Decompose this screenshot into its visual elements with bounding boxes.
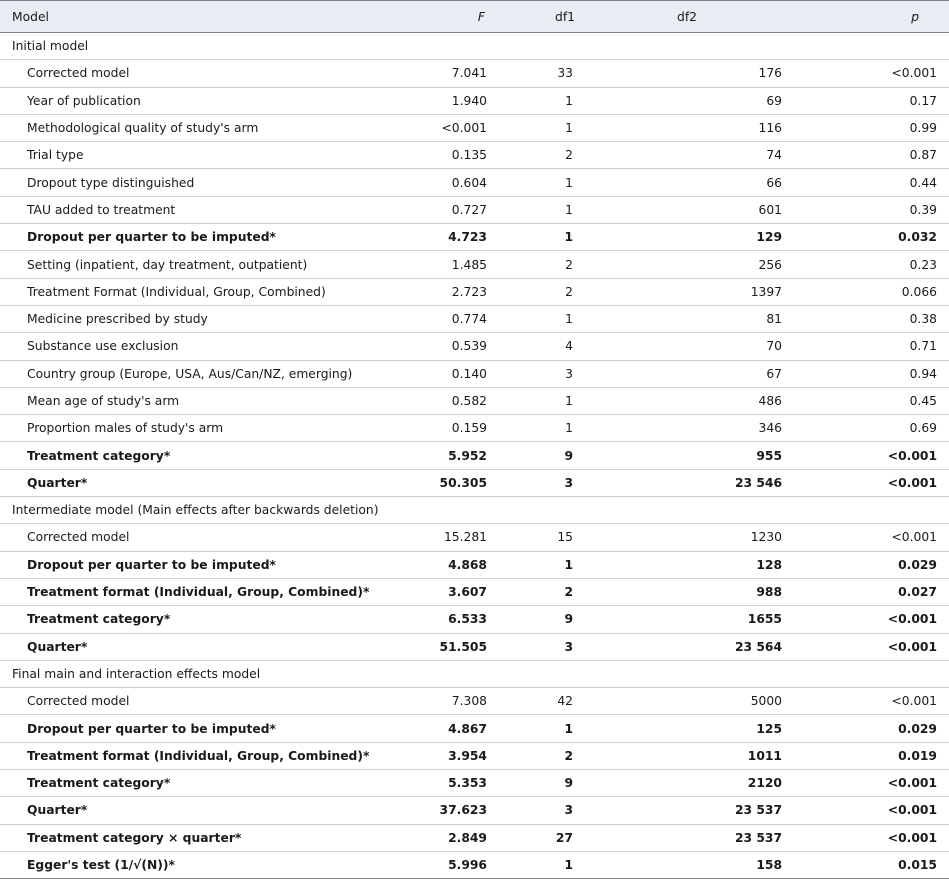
table-row: [0, 770, 949, 797]
table-row: [0, 415, 949, 442]
row-label: Treatment category*: [27, 776, 171, 791]
table-row: [0, 824, 949, 851]
row-label: Dropout per quarter to be imputed*: [27, 557, 276, 572]
cell-df2: 125: [756, 721, 782, 736]
cell-f: <0.001: [441, 121, 487, 136]
cell-f: 0.774: [451, 312, 487, 327]
cell-p: 0.029: [898, 557, 937, 572]
cell-p: 0.99: [909, 121, 937, 136]
cell-df2: 1230: [750, 530, 782, 545]
row-label: Quarter*: [27, 803, 88, 818]
cell-f: 50.305: [439, 475, 487, 490]
row-label: Proportion males of study's arm: [27, 421, 224, 436]
row-label: Medicine prescribed by study: [27, 312, 208, 327]
cell-df2: 346: [758, 421, 782, 436]
cell-df2: 1655: [747, 612, 782, 627]
header-df2: df2: [647, 1, 797, 33]
cell-p: 0.69: [909, 421, 937, 436]
row-label: Treatment category*: [27, 612, 171, 627]
cell-df1: 2: [565, 284, 573, 299]
table-row: [0, 851, 949, 878]
cell-f: 2.849: [448, 830, 487, 845]
cell-df1: 3: [564, 475, 573, 490]
cell-f: 5.353: [448, 776, 487, 791]
cell-df2: 69: [766, 93, 782, 108]
section-label: Initial model: [12, 39, 89, 54]
cell-p: <0.001: [887, 830, 937, 845]
cell-p: 0.019: [898, 748, 937, 763]
cell-p: <0.001: [887, 475, 937, 490]
cell-df1: 2: [565, 148, 573, 163]
cell-df2: 256: [758, 257, 782, 272]
cell-df1: 1: [565, 394, 573, 408]
cell-df1: 33: [557, 66, 573, 81]
cell-f: 0.604: [451, 175, 487, 190]
cell-f: 3.607: [448, 585, 487, 600]
table-row: [0, 524, 949, 551]
section-label: Final main and interaction effects model: [12, 666, 261, 681]
cell-f: 2.723: [451, 284, 487, 299]
row-label: TAU added to treatment: [27, 202, 176, 217]
cell-df2: 1397: [750, 284, 782, 299]
section-row: [0, 660, 949, 687]
table-row: [0, 60, 949, 87]
cell-df1: 1: [565, 312, 573, 327]
row-label: Treatment category × quarter*: [27, 830, 242, 845]
table-row: [0, 688, 949, 715]
cell-df2: 23 537: [734, 803, 782, 818]
cell-f: 0.582: [451, 394, 487, 408]
row-label: Quarter*: [27, 639, 88, 654]
header-p: p: [797, 1, 949, 33]
cell-p: 0.94: [909, 366, 937, 381]
cell-p: 0.71: [909, 339, 937, 354]
table-row: [0, 169, 949, 196]
cell-f: 0.140: [451, 366, 487, 381]
cell-p: 0.015: [898, 858, 937, 873]
cell-df2: 128: [756, 557, 782, 572]
table-row: [0, 606, 949, 633]
row-label: Treatment format (Individual, Group, Combined)*: [27, 585, 370, 600]
row-label: Dropout type distinguished: [27, 175, 195, 190]
cell-p: 0.39: [909, 202, 937, 217]
section-row: [0, 33, 949, 60]
row-label: Setting (inpatient, day treatment, outpatient): [27, 257, 308, 272]
header-df1: df1: [497, 1, 647, 33]
cell-df2: 66: [766, 175, 782, 190]
cell-df1: 1: [564, 858, 573, 873]
cell-df2: 955: [756, 448, 782, 463]
cell-p: 0.17: [909, 93, 937, 108]
table-row: [0, 551, 949, 578]
row-label: Corrected model: [27, 530, 130, 545]
cell-df2: 81: [766, 312, 782, 327]
cell-df2: 23 564: [734, 639, 782, 654]
table-body: [0, 33, 949, 879]
cell-df2: 158: [756, 858, 782, 873]
table-row: [0, 387, 949, 414]
cell-f: 1.485: [451, 257, 487, 272]
cell-p: 0.23: [909, 257, 937, 272]
row-label: Substance use exclusion: [27, 339, 179, 354]
cell-df1: 9: [564, 448, 573, 463]
cell-df2: 601: [758, 202, 782, 217]
cell-df2: 23 546: [734, 475, 782, 490]
table-row: [0, 715, 949, 742]
cell-df2: 176: [758, 66, 782, 81]
cell-f: 4.868: [448, 557, 487, 572]
table-row: [0, 333, 949, 360]
cell-f: 5.996: [448, 858, 487, 873]
cell-df1: 2: [565, 257, 573, 272]
cell-p: <0.001: [891, 694, 937, 709]
cell-df1: 1: [564, 230, 573, 245]
cell-df2: 1011: [747, 748, 782, 763]
cell-df2: 70: [766, 339, 782, 354]
row-label: Dropout per quarter to be imputed*: [27, 230, 276, 245]
cell-df1: 3: [564, 803, 573, 818]
cell-f: 4.867: [448, 721, 487, 736]
table-row: [0, 742, 949, 769]
cell-p: <0.001: [891, 66, 937, 81]
cell-f: 51.505: [439, 639, 487, 654]
table-row: [0, 251, 949, 278]
cell-df1: 1: [565, 421, 573, 436]
cell-p: 0.066: [901, 284, 937, 299]
table-row: [0, 196, 949, 223]
cell-f: 3.954: [448, 748, 487, 763]
cell-df2: 129: [756, 230, 782, 245]
cell-f: 5.952: [448, 448, 487, 463]
cell-df2: 2120: [747, 776, 782, 791]
table-row: [0, 797, 949, 824]
row-label: Dropout per quarter to be imputed*: [27, 721, 276, 736]
section-label: Intermediate model (Main effects after backwards deletion): [12, 503, 379, 518]
cell-f: 7.308: [451, 694, 487, 709]
cell-f: 0.135: [451, 148, 487, 163]
cell-df1: 3: [565, 366, 573, 381]
table-header: [0, 1, 949, 33]
table-row: [0, 278, 949, 305]
row-label: Corrected model: [27, 694, 130, 709]
cell-df2: 988: [756, 585, 782, 600]
row-label: Country group (Europe, USA, Aus/Can/NZ, emerging): [27, 366, 353, 381]
cell-df1: 2: [564, 585, 573, 600]
cell-f: 0.539: [451, 339, 487, 354]
row-label: Treatment Format (Individual, Group, Combined): [27, 284, 326, 299]
row-label: Trial type: [27, 148, 84, 163]
cell-p: <0.001: [891, 530, 937, 545]
cell-df1: 2: [564, 748, 573, 763]
cell-df2: 486: [758, 394, 782, 408]
table-row: [0, 633, 949, 660]
cell-p: 0.032: [898, 230, 937, 245]
row-label: Mean age of study's arm: [27, 394, 180, 408]
header-f: F: [372, 1, 497, 33]
cell-f: 0.159: [451, 421, 487, 436]
cell-df2: 67: [766, 366, 782, 381]
cell-df2: 74: [766, 148, 782, 163]
cell-f: 4.723: [448, 230, 487, 245]
cell-p: <0.001: [887, 803, 937, 818]
cell-p: <0.001: [887, 448, 937, 463]
table-row: [0, 87, 949, 114]
row-label: Egger's test (1/√(N))*: [27, 858, 175, 873]
section-row: [0, 497, 949, 524]
cell-f: 7.041: [451, 66, 487, 81]
cell-df1: 1: [564, 557, 573, 572]
cell-p: 0.44: [909, 175, 937, 190]
table-row: [0, 578, 949, 605]
cell-df1: 4: [565, 339, 573, 354]
cell-f: 37.623: [439, 803, 487, 818]
cell-f: 6.533: [448, 612, 487, 627]
cell-p: 0.38: [909, 312, 937, 327]
row-label: Treatment format (Individual, Group, Combined)*: [27, 748, 370, 763]
table-row: [0, 224, 949, 251]
cell-df1: 1: [564, 721, 573, 736]
cell-f: 1.940: [451, 93, 487, 108]
cell-df1: 27: [555, 830, 573, 845]
cell-df1: 9: [564, 776, 573, 791]
cell-p: 0.027: [898, 585, 937, 600]
cell-df1: 15: [557, 530, 573, 545]
cell-df1: 1: [565, 202, 573, 217]
table-row: [0, 469, 949, 496]
cell-f: 0.727: [451, 202, 487, 217]
cell-p: 0.45: [909, 394, 937, 408]
cell-p: <0.001: [887, 776, 937, 791]
cell-df1: 1: [565, 93, 573, 108]
cell-p: 0.029: [898, 721, 937, 736]
table-row: [0, 360, 949, 387]
cell-df2: 5000: [750, 694, 782, 709]
cell-f: 15.281: [443, 530, 487, 545]
row-label: Year of publication: [27, 93, 141, 108]
cell-df1: 1: [565, 121, 573, 136]
row-label: Quarter*: [27, 475, 88, 490]
cell-p: <0.001: [887, 639, 937, 654]
row-label: Methodological quality of study's arm: [27, 121, 259, 136]
table-row: [0, 114, 949, 141]
row-label: Treatment category*: [27, 448, 171, 463]
cell-df2: 116: [758, 121, 782, 136]
cell-df1: 42: [557, 694, 573, 709]
cell-df1: 9: [564, 612, 573, 627]
cell-df2: 23 537: [734, 830, 782, 845]
header-row: [0, 1, 949, 33]
header-model: Model: [0, 1, 372, 33]
cell-p: 0.87: [909, 148, 937, 163]
table-row: [0, 442, 949, 469]
cell-df1: 1: [565, 175, 573, 190]
table-row: [0, 305, 949, 332]
table-row: [0, 142, 949, 169]
cell-df1: 3: [564, 639, 573, 654]
cell-p: <0.001: [887, 612, 937, 627]
row-label: Corrected model: [27, 66, 130, 81]
